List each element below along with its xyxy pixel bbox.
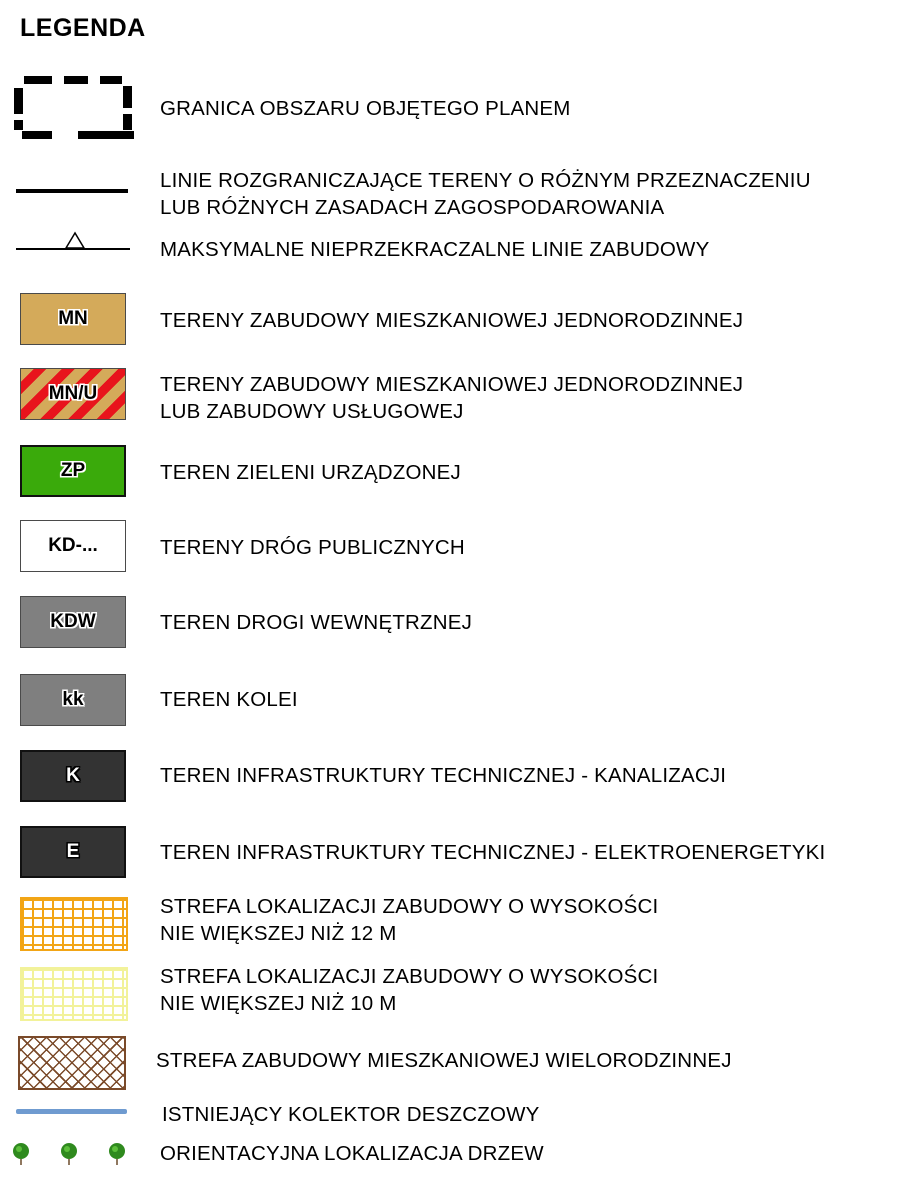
e-code: E — [66, 841, 80, 862]
kk-code: kk — [62, 689, 84, 710]
legend-label-building-lines: MAKSYMALNE NIEPRZEKRACZALNE LINIE ZABUDOWY — [160, 238, 710, 261]
building-line-symbol — [16, 230, 130, 252]
mn-swatch — [20, 293, 126, 345]
legend-label-dividing-lines: LINIE ROZGRANICZAJĄCE TERENY O RÓŻNYM PRZEZNACZENIU LUB RÓŻNYCH ZASADACH ZAGOSPODAROWANIA — [160, 169, 811, 219]
e-swatch — [20, 826, 126, 878]
legend-label-zp: TEREN ZIELENI URZĄDZONEJ — [160, 461, 461, 484]
zone-12m-grid-swatch — [20, 897, 128, 951]
dividing-line-symbol — [16, 189, 128, 193]
tree-icon — [13, 1143, 29, 1165]
kdw-swatch — [20, 596, 126, 648]
mnu-swatch — [20, 368, 126, 420]
tree-icon — [109, 1143, 125, 1165]
legend-label-zone10: STREFA LOKALIZACJI ZABUDOWY O WYSOKOŚCI NIE WIĘKSZEJ NIŻ 10 M — [160, 965, 659, 1015]
legend-title: LEGENDA — [20, 14, 146, 42]
zp-swatch — [20, 445, 126, 497]
plan-boundary-symbol — [12, 76, 134, 140]
legend-label-mn: TERENY ZABUDOWY MIESZKANIOWEJ JEDNORODZINNEJ — [160, 309, 744, 332]
legend-label-k: TEREN INFRASTRUKTURY TECHNICZNEJ - KANALIZACJI — [160, 764, 727, 787]
zp-code: ZP — [60, 460, 86, 481]
kd-code: KD-... — [48, 535, 98, 556]
legend-label-kd: TERENY DRÓG PUBLICZNYCH — [160, 536, 465, 559]
legend-label-trees: ORIENTACYJNA LOKALIZACJA DRZEW — [160, 1142, 544, 1165]
tree-icon — [61, 1143, 77, 1165]
kdw-code: KDW — [50, 611, 96, 632]
multifamily-crosshatch-swatch — [18, 1036, 126, 1090]
mnu-code: MN/U — [48, 383, 98, 404]
kk-swatch — [20, 674, 126, 726]
legend-label-collector: ISTNIEJĄCY KOLEKTOR DESZCZOWY — [162, 1103, 540, 1126]
mn-code: MN — [58, 308, 88, 329]
kd-swatch — [20, 520, 126, 572]
legend-label-boundary: GRANICA OBSZARU OBJĘTEGO PLANEM — [160, 97, 571, 120]
zone-10m-grid-swatch — [20, 967, 128, 1021]
legend-label-zone12: STREFA LOKALIZACJI ZABUDOWY O WYSOKOŚCI NIE WIĘKSZEJ NIŻ 12 M — [160, 895, 659, 945]
legend-label-e: TEREN INFRASTRUKTURY TECHNICZNEJ - ELEKTROENERGETYKI — [160, 841, 826, 864]
tree-location-symbols — [10, 1138, 130, 1168]
legend-label-mnu: TERENY ZABUDOWY MIESZKANIOWEJ JEDNORODZINNEJ LUB ZABUDOWY USŁUGOWEJ — [160, 373, 744, 423]
legend-label-multifamily: STREFA ZABUDOWY MIESZKANIOWEJ WIELORODZINNEJ — [156, 1049, 732, 1072]
legend-label-kk: TEREN KOLEI — [160, 688, 298, 711]
legend-label-kdw: TEREN DROGI WEWNĘTRZNEJ — [160, 611, 473, 634]
k-swatch — [20, 750, 126, 802]
storm-collector-line-symbol — [16, 1109, 127, 1114]
k-code: K — [66, 765, 80, 786]
